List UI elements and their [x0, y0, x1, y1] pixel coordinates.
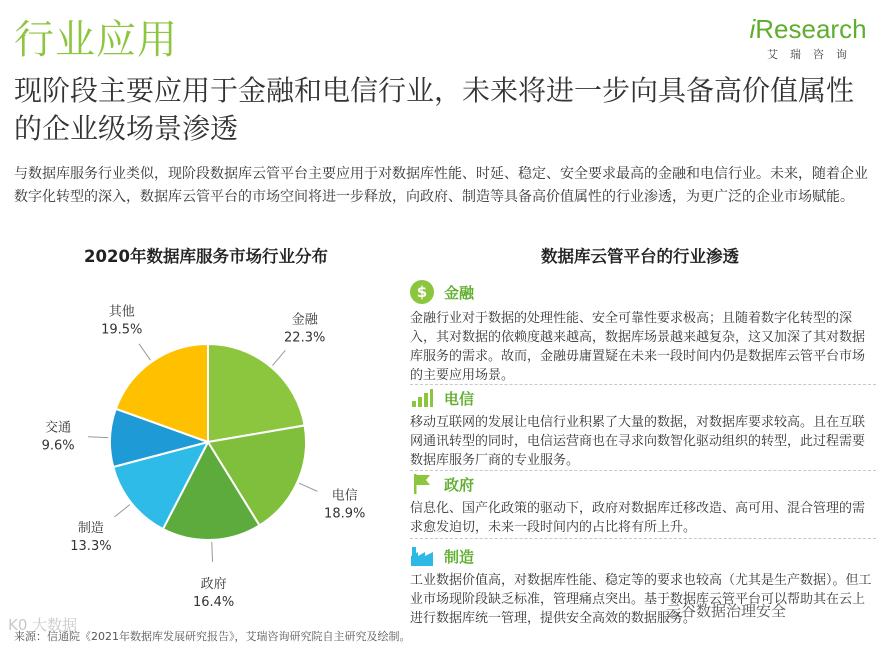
divider — [410, 470, 876, 471]
pie-leader-line — [88, 437, 108, 438]
divider — [410, 538, 876, 539]
divider — [410, 384, 876, 385]
section-title: 行业应用 — [14, 17, 178, 63]
sector-telecom-name: 电信 — [444, 389, 475, 408]
chart-title: 2020年数据库服务市场行业分布 — [84, 247, 328, 266]
iresearch-logo — [748, 16, 868, 62]
pie-value-label: 16.4% — [192, 594, 235, 610]
pie-label-1 — [324, 488, 365, 522]
sector-government-text: 信息化、国产化政策的驱动下，政府对数据库迁移改造、高可用、混合管理的需求愈发迫切，未来一段时间内的占比将有所上升。 — [410, 501, 866, 535]
watermark-right: 云谷数据治理安全 — [666, 602, 787, 620]
logo-subtitle: 艾瑞咨询 — [767, 48, 859, 61]
pie-category-label: 其他 — [108, 304, 135, 320]
sector-finance-text: 金融行业对于数据的处理性能、安全可靠性要求极高；且随着数字化转型的深入，其对数据的依赖度越来越高，数据库场景越来越复杂，这又加深了其对数据库服务的需求。故而，金融毋庸置疑在未来一段时间内仍是数据库云管平台市场的主要应用场景。 — [410, 311, 866, 383]
pie-label-5 — [101, 303, 142, 337]
pie-value-label: 13.3% — [70, 538, 112, 554]
pie-leader-line — [299, 483, 317, 491]
sector-telecom-header — [410, 385, 474, 411]
dollar-coin-icon: $ — [410, 280, 434, 304]
sector-telecom-text: 移动互联网的发展让电信行业积累了大量的数据，对数据库要求较高。且在互联网通讯转型的同时，电信运营商也在寻求向数智化驱动组织的转型，此过程需要数据库服务厂商的专业服务。 — [410, 415, 866, 468]
flag-icon — [410, 472, 434, 496]
pie-category-label: 电信 — [331, 488, 358, 504]
pie-category-label: 金融 — [291, 312, 318, 328]
pie-label-2 — [193, 577, 234, 610]
source-note: 来源：信通院《2021年数据库发展研究报告》，艾瑞咨询研究院自主研究及绘制。 — [14, 630, 411, 643]
pie-leader-line — [139, 344, 151, 360]
sector-finance-header — [410, 279, 474, 305]
pie-value-label: 18.9% — [324, 506, 366, 522]
sector-manufacturing-name: 制造 — [444, 547, 475, 566]
sector-government-name: 政府 — [444, 475, 475, 494]
pie-category-label: 政府 — [200, 576, 227, 592]
sector-manufacturing-text: 工业数据价值高，对数据库性能、稳定等的要求也较高（尤其是生产数据）。但工业市场现阶段缺乏标准，管理痛点突出。基于数据库云管平台可以帮助其在云上进行数据库统一管理，提供安全高效的数据服务。 — [410, 573, 872, 626]
pie-value-label: 19.5% — [101, 322, 143, 338]
pie-leader-line — [212, 542, 213, 562]
logo-wordmark: iResearch — [749, 14, 867, 44]
pie-label-4 — [42, 420, 75, 453]
pie-value-label: 9.6% — [41, 438, 75, 454]
watermark-left: K0 大数据 — [8, 616, 78, 634]
sector-finance-name: 金融 — [444, 283, 475, 302]
pie-category-label: 交通 — [45, 420, 72, 436]
signal-bars-icon — [410, 386, 434, 410]
pie-label-3 — [70, 520, 111, 554]
pie-leader-line — [114, 505, 130, 518]
intro-paragraph: 与数据库服务行业类似，现阶段数据库云管平台主要应用于对数据库性能、时延、稳定、安全要求最高的金融和电信行业。未来，随着企业数字化转型的深入，数据库云管平台的市场空间将进一步释放，向政府、制造等具备高价值属性的行业渗透，为更广泛的企业市场赋能。 — [14, 166, 868, 205]
pie-value-label: 22.3% — [284, 330, 326, 346]
pie-chart — [0, 270, 400, 615]
pie-label-0 — [284, 311, 325, 345]
sector-manufacturing-header — [410, 543, 474, 569]
page-headline: 现阶段主要应用于金融和电信行业，未来将进一步向具备高价值属性的企业级场景渗透 — [14, 74, 855, 145]
factory-icon — [410, 544, 434, 568]
sector-government-header — [410, 471, 474, 497]
pie-leader-line — [272, 350, 285, 365]
pie-category-label: 制造 — [77, 520, 104, 536]
penetration-title: 数据库云管平台的行业渗透 — [541, 247, 739, 266]
